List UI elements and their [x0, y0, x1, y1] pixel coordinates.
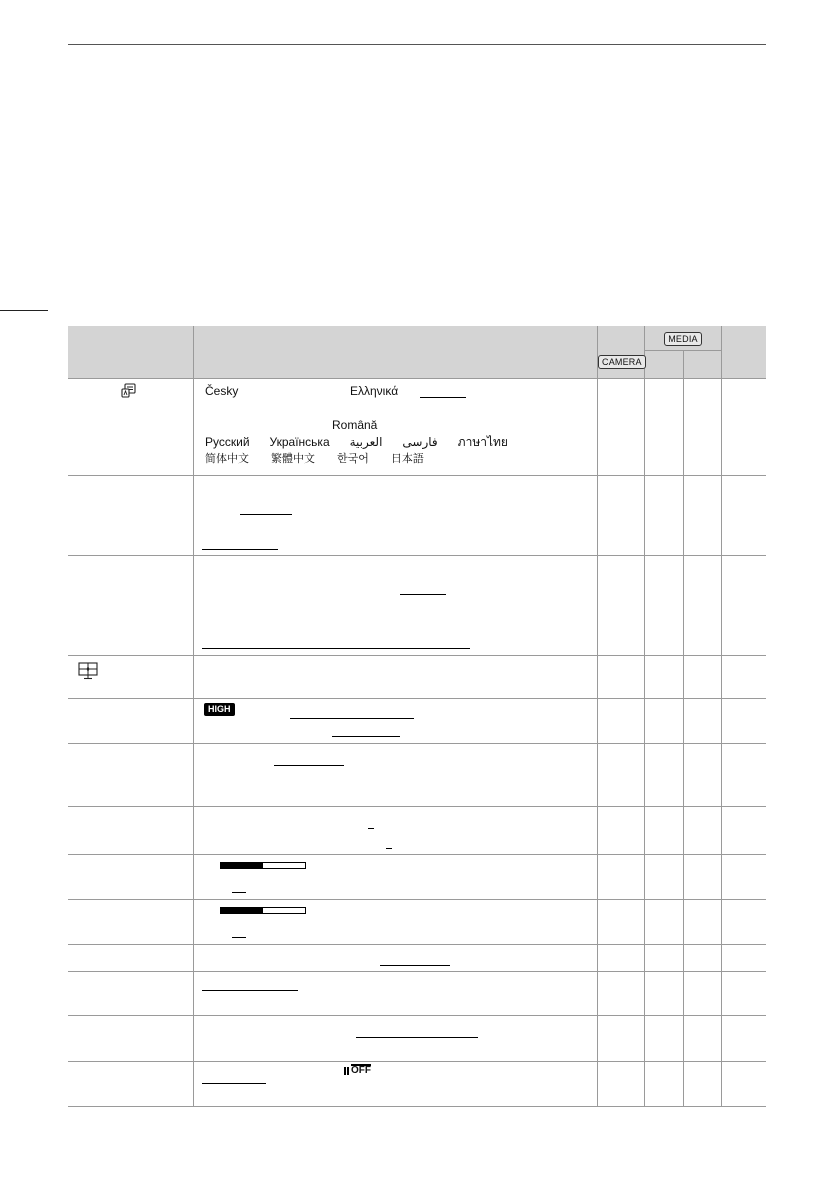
settings-table — [68, 326, 766, 1107]
level-bar-fill — [221, 863, 263, 868]
header-rule — [68, 44, 766, 45]
lang-simplified-chinese: 简体中文 — [205, 453, 249, 465]
table-row — [68, 744, 766, 807]
lang-ukrainian: Українська — [269, 435, 330, 449]
lang-traditional-chinese: 繁體中文 — [271, 453, 315, 465]
default-underline — [274, 764, 344, 766]
mic-off-icon: OFF — [344, 1064, 371, 1078]
default-underline — [356, 1036, 478, 1038]
default-underline — [386, 847, 392, 849]
level-bar-fill — [221, 908, 263, 913]
row-name-language — [68, 379, 194, 476]
lang-persian: فارسی — [402, 435, 438, 449]
header-camera — [598, 326, 645, 379]
lang-russian: Русский — [205, 435, 250, 449]
table-row — [68, 972, 766, 1016]
media-badge: MEDIA — [664, 332, 702, 346]
level-bar — [220, 907, 306, 914]
table-row — [68, 1016, 766, 1062]
table-row — [68, 556, 766, 656]
table-row — [68, 476, 766, 556]
default-underline — [290, 717, 414, 719]
header-options — [194, 326, 598, 379]
table-row — [68, 807, 766, 855]
table-row — [68, 1062, 766, 1107]
default-underline — [202, 989, 298, 991]
header-menu-item — [68, 326, 194, 379]
table-row — [68, 699, 766, 744]
default-underline — [202, 1082, 266, 1084]
header-media-sub-2 — [683, 351, 722, 379]
lang-korean: 한국어 — [337, 453, 369, 465]
default-underline — [202, 647, 470, 649]
default-underline — [420, 396, 466, 398]
table-row — [68, 945, 766, 972]
default-underline — [400, 593, 446, 595]
high-badge: HIGH — [204, 703, 235, 716]
lang-arabic: العربية — [349, 435, 383, 449]
header-media-sub-1 — [645, 351, 684, 379]
header-ref — [722, 326, 767, 379]
default-underline — [202, 548, 278, 550]
language-icon — [121, 383, 137, 399]
lang-japanese: 日本語 — [390, 453, 424, 465]
lang-romana: Română — [332, 418, 378, 432]
level-bar — [220, 862, 306, 869]
row-options-language — [194, 379, 598, 476]
lang-thai: ภาษาไทย — [457, 435, 508, 449]
default-underline — [380, 964, 450, 966]
table-row — [68, 855, 766, 900]
header-media — [645, 326, 722, 351]
table-row — [68, 379, 766, 476]
side-tab-marker — [0, 310, 48, 311]
table-row — [68, 656, 766, 699]
lang-greek: Ελληνικά — [350, 384, 399, 398]
default-underline — [332, 735, 400, 737]
lang-cesky: Česky — [205, 384, 239, 398]
table-row — [68, 900, 766, 945]
camera-badge: CAMERA — [598, 355, 646, 369]
default-underline — [232, 936, 246, 938]
default-underline — [232, 891, 246, 893]
display-settings-icon — [78, 662, 98, 680]
default-underline — [368, 827, 374, 829]
default-underline — [240, 513, 292, 515]
